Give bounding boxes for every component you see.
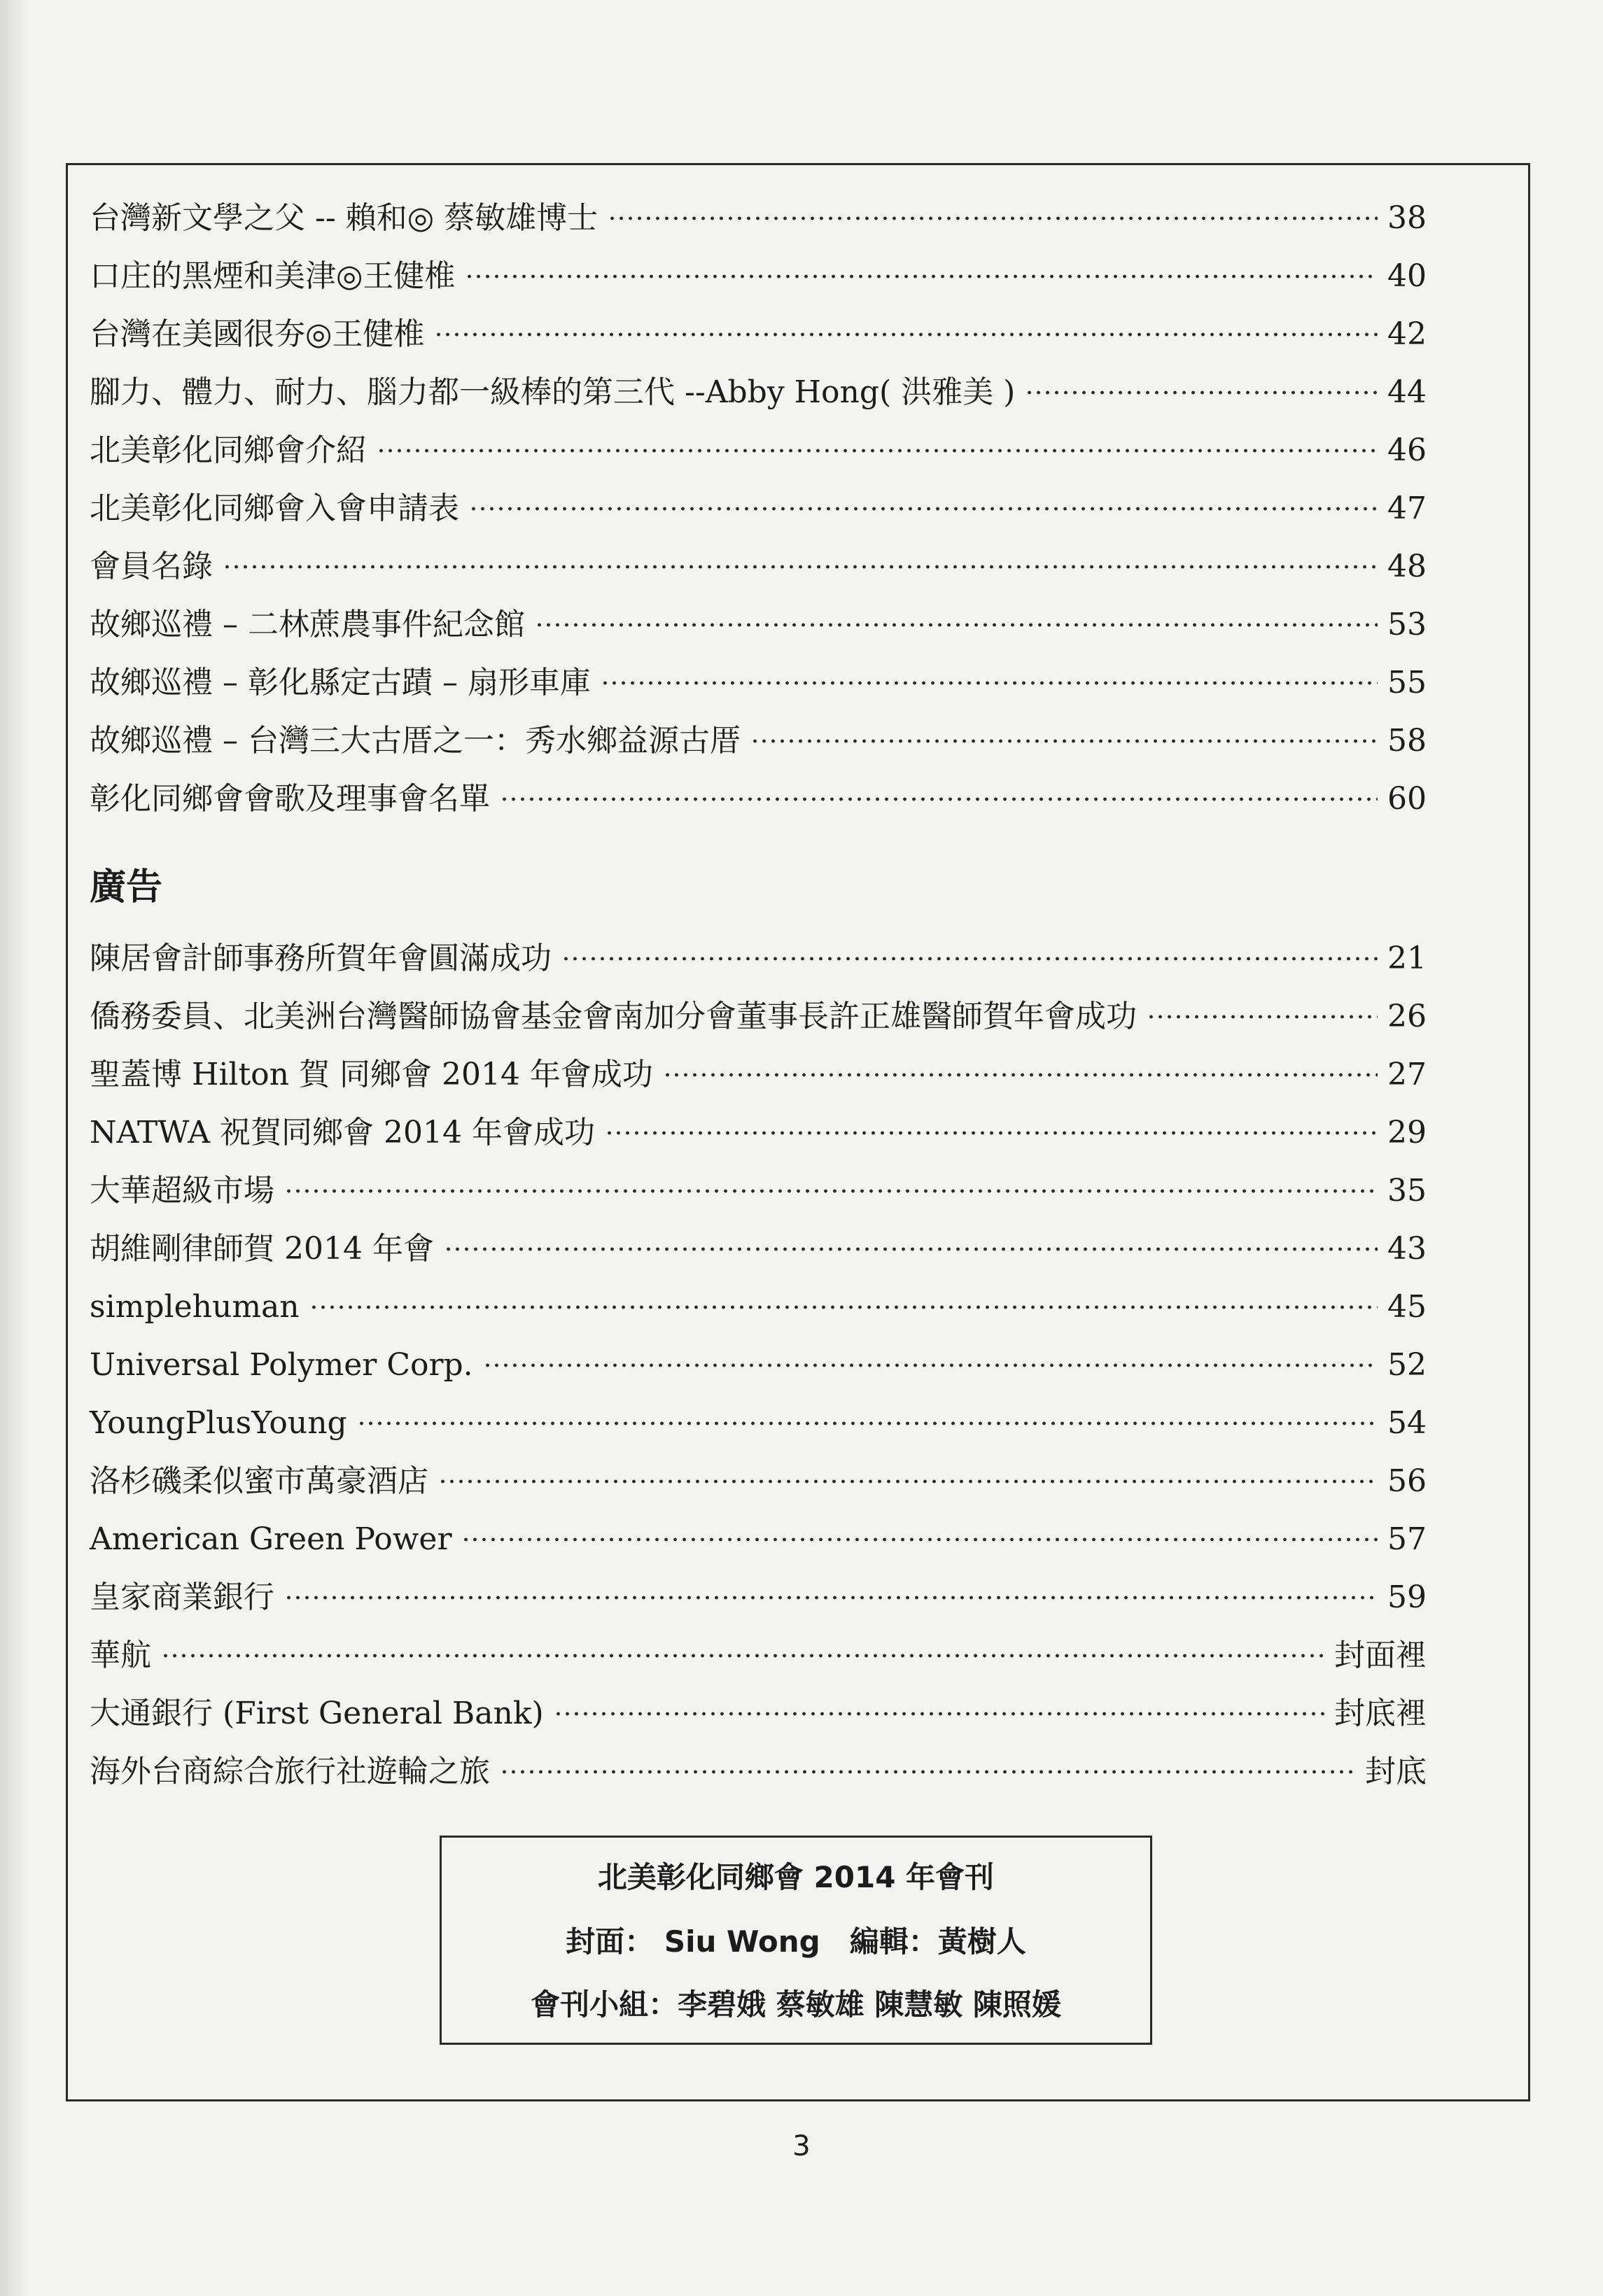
dot-leader [1147, 1013, 1378, 1020]
publication-title: 北美彰化同鄉會 2014 年會刊 [597, 1860, 995, 1894]
toc-entry-title: 大華超級市場 [90, 1173, 274, 1209]
page-edge-shadow [0, 0, 28, 2296]
toc-entry [90, 1631, 1427, 1680]
dot-leader [469, 505, 1378, 512]
dot-leader [161, 1652, 1324, 1659]
toc-entry [90, 252, 1427, 301]
toc-entry-page: 38 [1387, 200, 1427, 236]
toc-entry-page: 45 [1387, 1289, 1427, 1325]
dot-leader [554, 1710, 1324, 1717]
toc-entry [90, 1283, 1427, 1332]
toc-entry-page: 46 [1387, 432, 1427, 468]
toc-entry-page: 55 [1387, 665, 1427, 700]
dot-leader [500, 796, 1378, 803]
toc-entry [90, 658, 1427, 707]
toc-entry-page: 48 [1387, 549, 1427, 584]
toc-entry-title: 海外台商綜合旅行社遊輪之旅 [90, 1754, 490, 1789]
toc-entry-title: 北美彰化同鄉會介紹 [90, 432, 367, 468]
toc-entry-page: 42 [1387, 316, 1427, 352]
toc-entry-page: 26 [1387, 999, 1427, 1034]
toc-entry-title: 皇家商業銀行 [90, 1579, 274, 1615]
toc-entry-page: 44 [1387, 374, 1427, 410]
toc-entry-title: 華航 [90, 1638, 151, 1673]
toc-entry-title: 會員名錄 [90, 549, 213, 584]
toc-entry-title: 故鄉巡禮 – 二林蔗農事件紀念館 [90, 607, 525, 642]
dot-leader [483, 1362, 1378, 1369]
dot-leader [750, 738, 1378, 745]
ads-section-heading: 廣告 [90, 866, 163, 908]
toc-entry-title: Universal Polymer Corp. [90, 1347, 473, 1383]
toc-entry-page: 57 [1387, 1521, 1427, 1557]
dot-leader [663, 1071, 1378, 1078]
dot-leader [284, 1188, 1378, 1195]
toc-entry-page: 封面裡 [1334, 1638, 1427, 1673]
dot-leader [465, 273, 1378, 280]
toc-entry [90, 775, 1427, 824]
toc-entry [90, 600, 1427, 649]
toc-entry-title: American Green Power [90, 1521, 452, 1557]
toc-entry-title: YoungPlusYoung [90, 1405, 347, 1441]
toc-entry-title: 口庄的黑煙和美津◎王健椎 [90, 258, 456, 294]
toc-entry-page: 60 [1387, 781, 1427, 817]
toc-entry [90, 1050, 1427, 1099]
toc-entry [90, 542, 1427, 591]
toc-entry [90, 1167, 1427, 1216]
toc-entry-page: 54 [1387, 1405, 1427, 1441]
toc-entry-title: 大通銀行 (First General Bank) [90, 1696, 544, 1731]
dot-leader [223, 563, 1378, 570]
toc-entry [90, 426, 1427, 475]
dot-leader [284, 1594, 1378, 1601]
toc-entry-title: NATWA 祝賀同鄉會 2014 年會成功 [90, 1115, 595, 1150]
dot-leader [500, 1768, 1355, 1775]
dot-leader [444, 1246, 1378, 1253]
toc-entry-page: 53 [1387, 607, 1427, 642]
dot-leader [309, 1304, 1378, 1311]
toc-entry-page: 35 [1387, 1173, 1427, 1209]
toc-entry-title: 洛杉磯柔似蜜市萬豪酒店 [90, 1463, 428, 1499]
editorial-team-line: 會刊小組：李碧娥 蔡敏雄 陳慧敏 陳照媛 [531, 1987, 1061, 2022]
toc-entry [90, 1225, 1427, 1274]
toc-entry-page: 40 [1387, 258, 1427, 294]
credits-box [440, 1836, 1152, 2045]
toc-entry-page: 58 [1387, 723, 1427, 759]
toc-entry [90, 194, 1427, 243]
toc-entry-title: 台灣新文學之父 -- 賴和◎ 蔡敏雄博士 [90, 200, 598, 236]
dot-leader [434, 331, 1378, 338]
toc-entry [90, 1341, 1427, 1390]
dot-leader [461, 1536, 1378, 1543]
toc-entry-title: 台灣在美國很夯◎王健椎 [90, 316, 425, 352]
toc-entry [90, 1515, 1427, 1564]
toc-entry-page: 59 [1387, 1579, 1427, 1615]
dot-leader [535, 621, 1378, 628]
toc-entry-page: 封底 [1365, 1754, 1427, 1789]
dot-leader [1025, 389, 1378, 396]
toc-entry-title: simplehuman [90, 1289, 300, 1325]
toc-entry-title: 北美彰化同鄉會入會申請表 [90, 491, 459, 526]
toc-entry-title: 陳居會計師事務所賀年會圓滿成功 [90, 941, 552, 976]
toc-entry-title: 腳力、體力、耐力、腦力都一級棒的第三代 --Abby Hong( 洪雅美 ) [90, 374, 1016, 410]
toc-entry [90, 368, 1427, 417]
toc-entry-page: 27 [1387, 1057, 1427, 1092]
toc-entry-page: 47 [1387, 491, 1427, 526]
toc-entry-title: 彰化同鄉會會歌及理事會名單 [90, 781, 490, 817]
toc-entry-title: 聖蓋博 Hilton 賀 同鄉會 2014 年會成功 [90, 1057, 653, 1092]
dot-leader [601, 679, 1378, 686]
toc-entry-page: 29 [1387, 1115, 1427, 1150]
dot-leader [357, 1420, 1378, 1427]
toc-entry-page: 52 [1387, 1347, 1427, 1383]
toc-entry [90, 1457, 1427, 1506]
toc-entry-title: 胡維剛律師賀 2014 年會 [90, 1231, 434, 1267]
toc-entry [90, 1573, 1427, 1622]
dot-leader [608, 215, 1378, 222]
dot-leader [377, 447, 1378, 454]
dot-leader [438, 1478, 1378, 1485]
cover-editor-line: 封面： Siu Wong 編輯：黃樹人 [566, 1924, 1026, 1959]
toc-entry-title: 僑務委員、北美洲台灣醫師協會基金會南加分會董事長許正雄醫師賀年會成功 [90, 999, 1137, 1034]
toc-entry [90, 484, 1427, 533]
page-number: 3 [792, 2130, 811, 2162]
dot-leader [605, 1129, 1378, 1136]
toc-entry [90, 310, 1427, 359]
toc-entry [90, 1747, 1427, 1796]
toc-entry [90, 717, 1427, 766]
toc-entry-page: 56 [1387, 1463, 1427, 1499]
dot-leader [561, 955, 1378, 962]
toc-entry-page: 43 [1387, 1231, 1427, 1267]
toc-entry [90, 934, 1427, 983]
toc-entry-title: 故鄉巡禮 – 彰化縣定古蹟 – 扇形車庫 [90, 665, 591, 700]
toc-entry-page: 21 [1387, 941, 1427, 976]
toc-entry-page: 封底裡 [1334, 1696, 1427, 1731]
toc-entry [90, 1108, 1427, 1157]
toc-entry [90, 1689, 1427, 1738]
toc-entry [90, 992, 1427, 1041]
toc-entry-title: 故鄉巡禮 – 台灣三大古厝之一：秀水鄉益源古厝 [90, 723, 741, 759]
toc-entry [90, 1399, 1427, 1448]
